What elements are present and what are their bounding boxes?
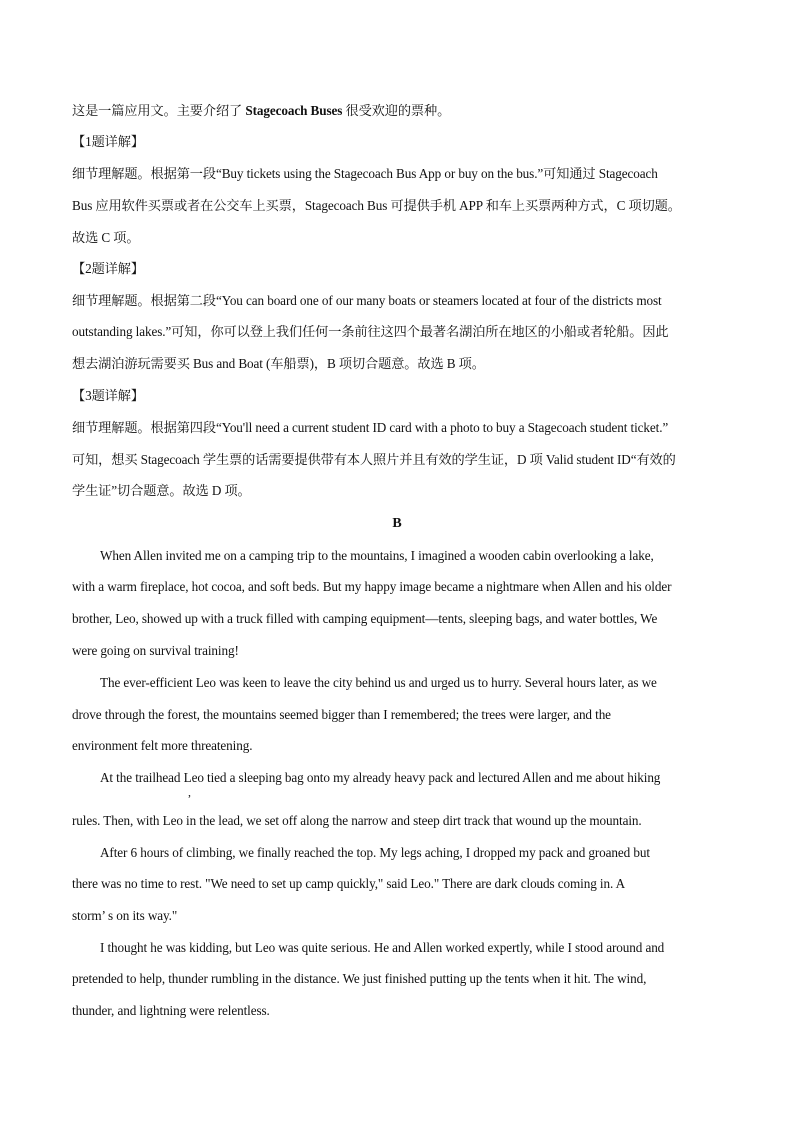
q3-line-1: 细节理解题。根据第四段“You'll need a current student ID card with a photo to buy a Stagecoach student ticket.”: [72, 420, 669, 435]
p1-line-3: brother, Leo, showed up with a truck filled with camping equipment—tents, sleeping bags, and water bottles, We: [72, 611, 658, 626]
p2-line-1: The ever-efficient Leo was keen to leave the city behind us and urged us to hurry. Several hours later, as we: [100, 675, 657, 690]
p3-line-2: rules. Then, with Leo in the lead, we set off along the narrow and steep dirt track that wound up the mountain.: [72, 813, 642, 828]
q3-line-2: 可知，想买 Stagecoach 学生票的话需要提供带有本人照片并且有效的学生证，D 项 Valid student ID“有效的: [72, 452, 676, 467]
p5-line-3: thunder, and lightning were relentless.: [72, 1003, 270, 1018]
intro-text-bold: Stagecoach Buses: [245, 103, 343, 118]
p1-line-2: with a warm fireplace, hot cocoa, and soft beds. But my happy image became a nightmare when Allen and his older: [72, 579, 672, 594]
p3-dropped-comma: ,: [188, 785, 191, 799]
q1-line-3: 故选 C 项。: [72, 230, 140, 245]
q1-line-2: Bus 应用软件买票或者在公交车上买票，Stagecoach Bus 可提供手机 APP 和车上买票两种方式，C 项切题。: [72, 198, 681, 213]
p1-line-4: were going on survival training!: [72, 643, 239, 658]
q1-line-1: 细节理解题。根据第一段“Buy tickets using the Stagecoach Bus App or buy on the bus.”可知通过 Stagecoach: [72, 166, 658, 181]
q2-heading: 【2题详解】: [72, 261, 144, 276]
p4-line-2: there was no time to rest. "We need to set up camp quickly," said Leo." There are dark clouds coming in. A: [72, 876, 626, 891]
analysis-intro: [72, 101, 724, 121]
intro-text-post: 很受欢迎的票种。: [342, 103, 451, 118]
p2-line-2: drove through the forest, the mountains seemed bigger than I remembered; the trees were larger, and the: [72, 707, 611, 722]
p3-line-1: At the trailhead Leo tied a sleeping bag onto my already heavy pack and lectured Allen and me about hiking: [100, 770, 661, 785]
passage-heading: B: [392, 516, 402, 531]
q2-line-1: 细节理解题。根据第二段“You can board one of our many boats or steamers located at four of the districts most: [72, 293, 662, 308]
p4-line-3: storm’ s on its way.": [72, 908, 178, 923]
q2-line-3: 想去湖泊游玩需要买 Bus and Boat (车船票)，B 项切合题意。故选 B 项。: [72, 356, 485, 371]
p2-line-3: environment felt more threatening.: [72, 738, 253, 753]
intro-text-pre: 这是一篇应用文。主要介绍了: [72, 103, 246, 118]
q2-line-2: outstanding lakes.”可知，你可以登上我们任何一条前往这四个最著名湖泊所在地区的小船或者轮船。因此: [72, 324, 669, 339]
p4-line-1: After 6 hours of climbing, we finally reached the top. My legs aching, I dropped my pack and groaned but: [100, 845, 650, 860]
q3-heading: 【3题详解】: [72, 388, 144, 403]
p5-line-1: I thought he was kidding, but Leo was quite serious. He and Allen worked expertly, while I stood around and: [100, 940, 665, 955]
q3-line-3: 学生证”切合题意。故选 D 项。: [72, 483, 251, 498]
p1-line-1: When Allen invited me on a camping trip to the mountains, I imagined a wooden cabin overlooking a lake,: [100, 548, 654, 563]
p5-line-2: pretended to help, thunder rumbling in the distance. We just finished putting up the tents when it hit. The wind,: [72, 971, 647, 986]
q1-heading: 【1题详解】: [72, 134, 144, 149]
